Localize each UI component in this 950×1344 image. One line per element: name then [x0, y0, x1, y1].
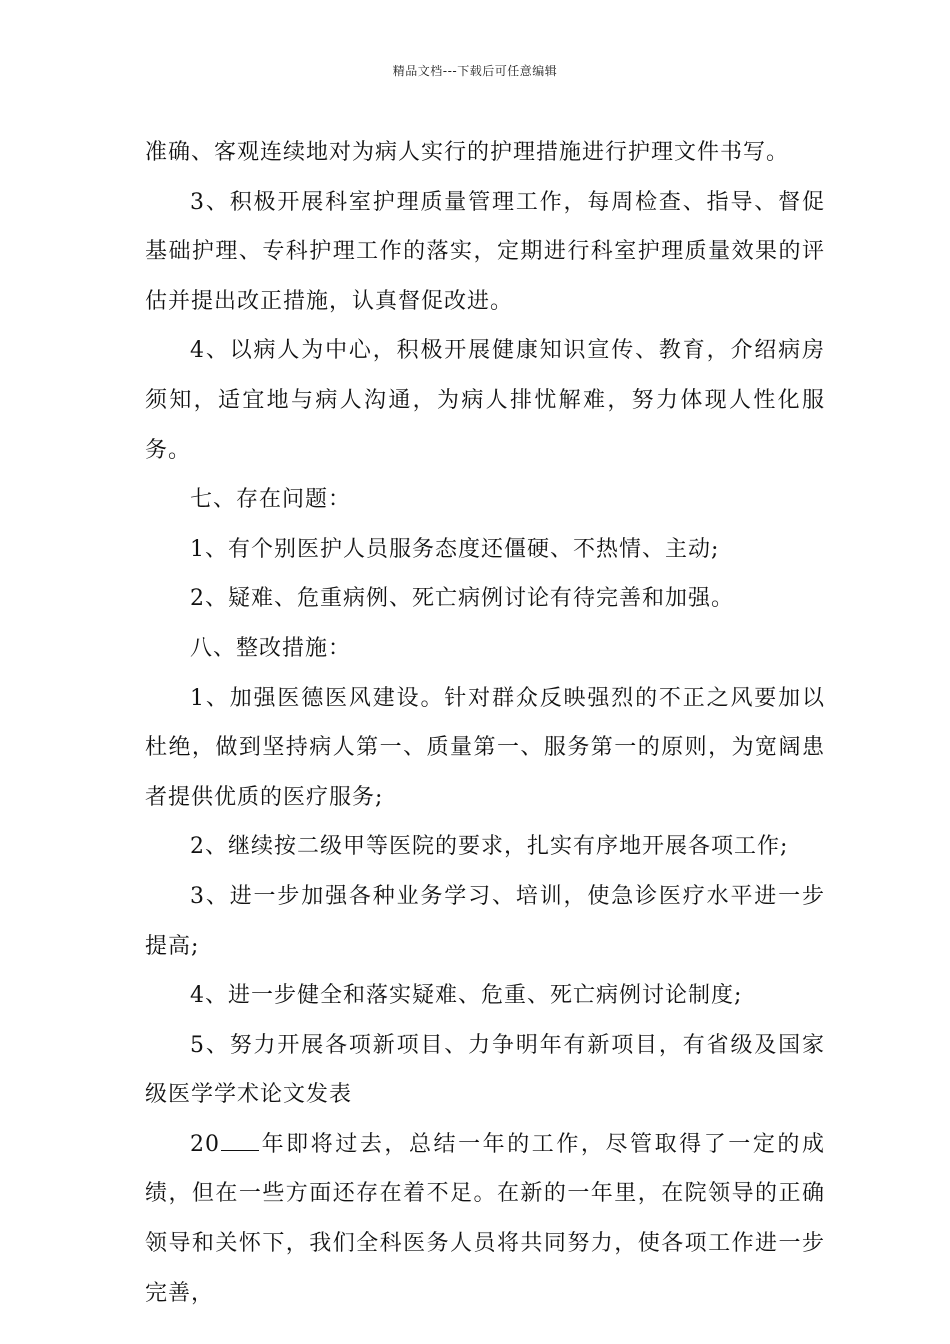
measure-item-1: 1、加强医德医风建设。针对群众反映强烈的不正之风要加以杜绝，做到坚持病人第一、质量第一、服务第一的原则，为宽阔患者提供优质的医疗服务; [145, 685, 825, 810]
page-header: 精品文档---下载后可任意编辑 [392, 64, 558, 78]
measure-item-5: 5、努力开展各项新项目、力争明年有新项目，有省级及国家级医学学术论文发表 [145, 1032, 825, 1108]
paragraph-item-3: 3、积极开展科室护理质量管理工作，每周检查、指导、督促基础护理、专科护理工作的落实，定期进行科室护理质量效果的评估并提出改正措施，认真督促改进。 [145, 189, 825, 314]
section-heading-measures: 八、整改措施： [190, 635, 352, 661]
document-body [145, 128, 825, 1318]
measure-item-4: 4、进一步健全和落实疑难、危重、死亡病例讨论制度; [190, 983, 743, 1009]
section-heading-problems: 七、存在问题： [190, 487, 352, 513]
year-blank [221, 1130, 259, 1151]
measure-item-2: 2、继续按二级甲等医院的要求，扎实有序地开展各项工作; [190, 834, 789, 860]
closing-paragraph [145, 1120, 825, 1318]
paragraph-item-4: 4、以病人为中心，积极开展健康知识宣传、教育，介绍病房须知，适宜地与病人沟通，为病人排忧解难，努力体现人性化服务。 [145, 338, 825, 463]
paragraph-continuation: 准确、客观连续地对为病人实行的护理措施进行护理文件书写。 [145, 140, 790, 165]
problem-item-2: 2、疑难、危重病例、死亡病例讨论有待完善和加强。 [190, 586, 734, 612]
closing-text: 年即将过去，总结一年的工作，尽管取得了一定的成绩，但在一些方面还存在着不足。在新的一年里，在院领导的正确领导和关怀下，我们全科医务人员将共同努力，使各项工作进一步完善， [145, 1131, 825, 1306]
problem-item-1: 1、有个别医护人员服务态度还僵硬、不热情、主动; [190, 536, 720, 562]
closing-year-prefix: 20 [190, 1131, 220, 1157]
measure-item-3: 3、进一步加强各种业务学习、培训，使急诊医疗水平进一步提高; [145, 883, 825, 959]
